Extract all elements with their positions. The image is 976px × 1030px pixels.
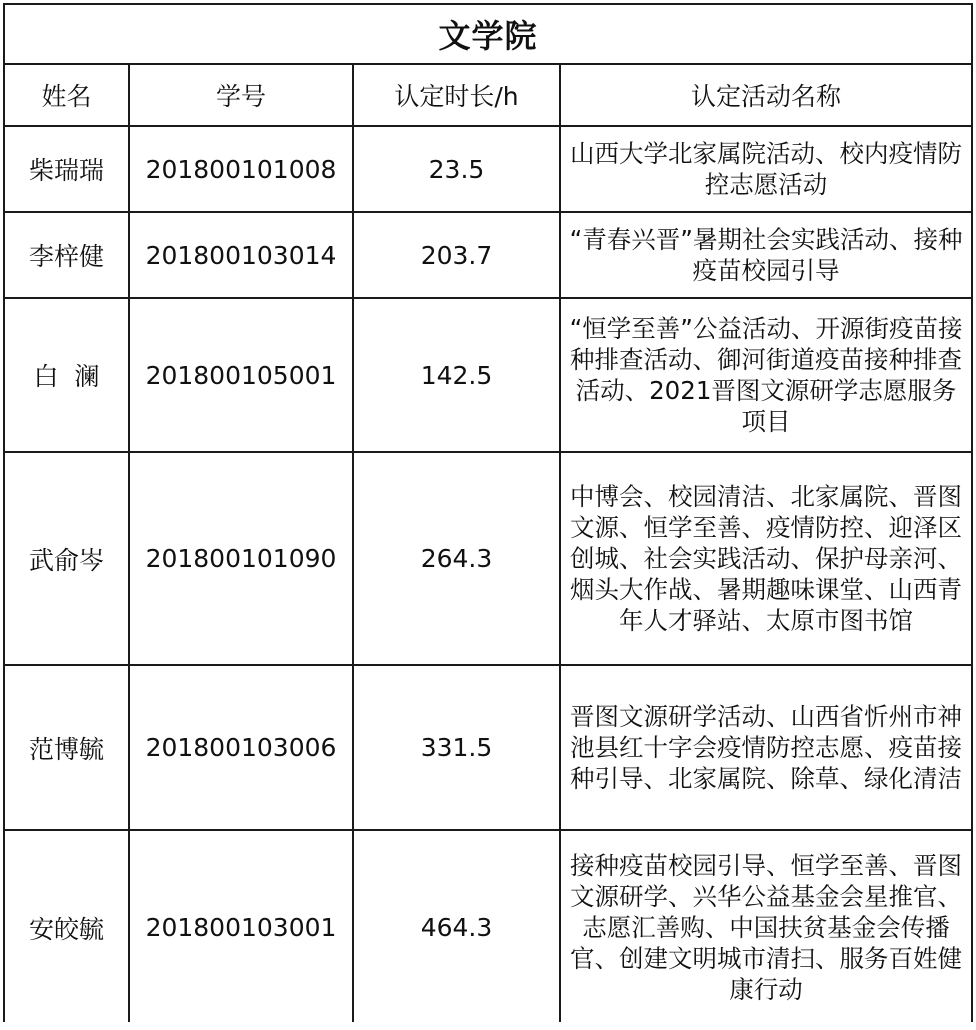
student-name: 武俞岑	[4, 452, 129, 665]
certified-hours: 331.5	[353, 665, 560, 830]
student-name: 李梓健	[4, 212, 129, 298]
student-id: 201800101008	[129, 126, 353, 212]
activity-names: “恒学至善”公益活动、开源街疫苗接种排查活动、御河街道疫苗接种排查活动、2021晋图文源研学志愿服务项目	[560, 298, 972, 452]
volunteer-hours-table	[3, 3, 973, 1026]
student-id: 201800105001	[129, 298, 353, 452]
student-name: 安皎毓	[4, 830, 129, 1025]
table-row	[4, 452, 972, 665]
header-hours: 认定时长/h	[353, 64, 560, 126]
header-name: 姓名	[4, 64, 129, 126]
student-id: 201800103014	[129, 212, 353, 298]
header-activities: 认定活动名称	[560, 64, 972, 126]
certified-hours: 142.5	[353, 298, 560, 452]
table-row	[4, 665, 972, 830]
table-row	[4, 126, 972, 212]
activity-names: 山西大学北家属院活动、校内疫情防控志愿活动	[560, 126, 972, 212]
certified-hours: 464.3	[353, 830, 560, 1025]
student-name: 柴瑞瑞	[4, 126, 129, 212]
activity-names: “青春兴晋”暑期社会实践活动、接种疫苗校园引导	[560, 212, 972, 298]
table-row	[4, 298, 972, 452]
title-row	[4, 4, 972, 64]
page-bottom-edge	[0, 1022, 976, 1030]
activity-names: 接种疫苗校园引导、恒学至善、晋图文源研学、兴华公益基金会星推官、志愿汇善购、中国扶贫基金会传播官、创建文明城市清扫、服务百姓健康行动	[560, 830, 972, 1025]
certified-hours: 203.7	[353, 212, 560, 298]
student-id: 201800101090	[129, 452, 353, 665]
student-id: 201800103006	[129, 665, 353, 830]
activity-names: 晋图文源研学活动、山西省忻州市神池县红十字会疫情防控志愿、疫苗接种引导、北家属院、除草、绿化清洁	[560, 665, 972, 830]
certified-hours: 264.3	[353, 452, 560, 665]
header-row	[4, 64, 972, 126]
student-name: 范博毓	[4, 665, 129, 830]
activity-names: 中博会、校园清洁、北家属院、晋图文源、恒学至善、疫情防控、迎泽区创城、社会实践活动、保护母亲河、烟头大作战、暑期趣味课堂、山西青年人才驿站、太原市图书馆	[560, 452, 972, 665]
table-row	[4, 212, 972, 298]
header-student-id: 学号	[129, 64, 353, 126]
student-name: 白 澜	[4, 298, 129, 452]
student-id: 201800103001	[129, 830, 353, 1025]
table-row	[4, 830, 972, 1025]
certified-hours: 23.5	[353, 126, 560, 212]
table-title: 文学院	[4, 4, 972, 64]
